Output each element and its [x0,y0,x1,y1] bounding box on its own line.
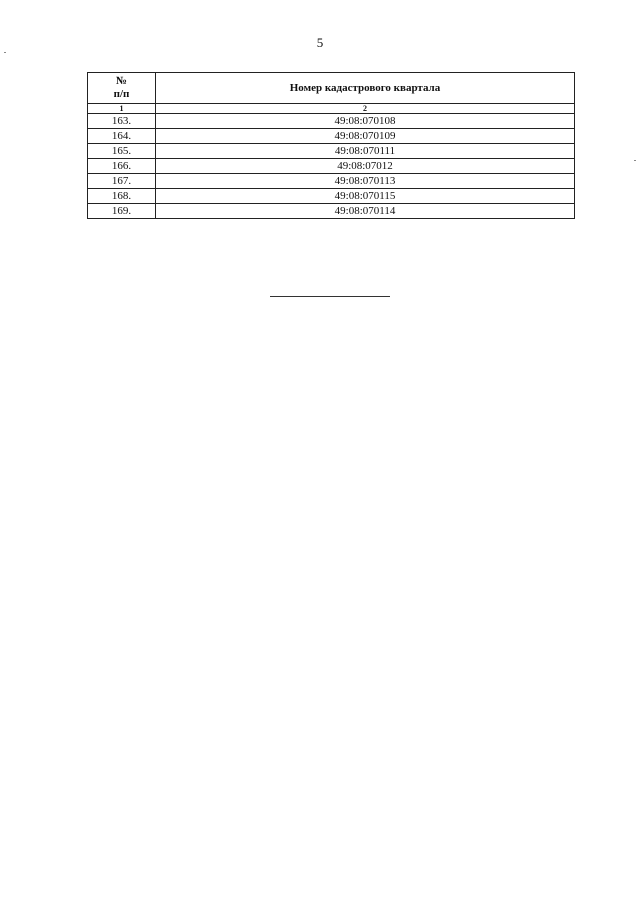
row-quarter: 49:08:070114 [156,204,575,219]
scan-speck [4,52,6,53]
row-number: 169. [88,204,156,219]
table-row [88,204,575,219]
row-number: 168. [88,189,156,204]
table-index-row [88,104,575,114]
table-row [88,144,575,159]
row-number: 163. [88,114,156,129]
row-number: 166. [88,159,156,174]
table-row [88,174,575,189]
row-quarter: 49:08:07012 [156,159,575,174]
header-quarter-column: Номер кадастрового квартала [156,73,575,104]
cadastral-quarters-table [87,72,575,219]
row-quarter: 49:08:070109 [156,129,575,144]
row-number: 165. [88,144,156,159]
table-header-row [88,73,575,104]
table-row [88,114,575,129]
page-number: 5 [316,35,324,50]
scan-speck [634,160,636,161]
index-cell-2: 2 [156,104,575,114]
closing-separator-line [270,296,390,297]
table-row [88,189,575,204]
header-number-column [88,73,156,104]
header-number-symbol: № [115,75,128,87]
row-quarter: 49:08:070115 [156,189,575,204]
row-number: 164. [88,129,156,144]
row-quarter: 49:08:070108 [156,114,575,129]
header-number-abbrev: п/п [113,88,130,100]
table-row [88,159,575,174]
table-row [88,129,575,144]
row-quarter: 49:08:070111 [156,144,575,159]
index-cell-1: 1 [88,104,156,114]
row-quarter: 49:08:070113 [156,174,575,189]
row-number: 167. [88,174,156,189]
